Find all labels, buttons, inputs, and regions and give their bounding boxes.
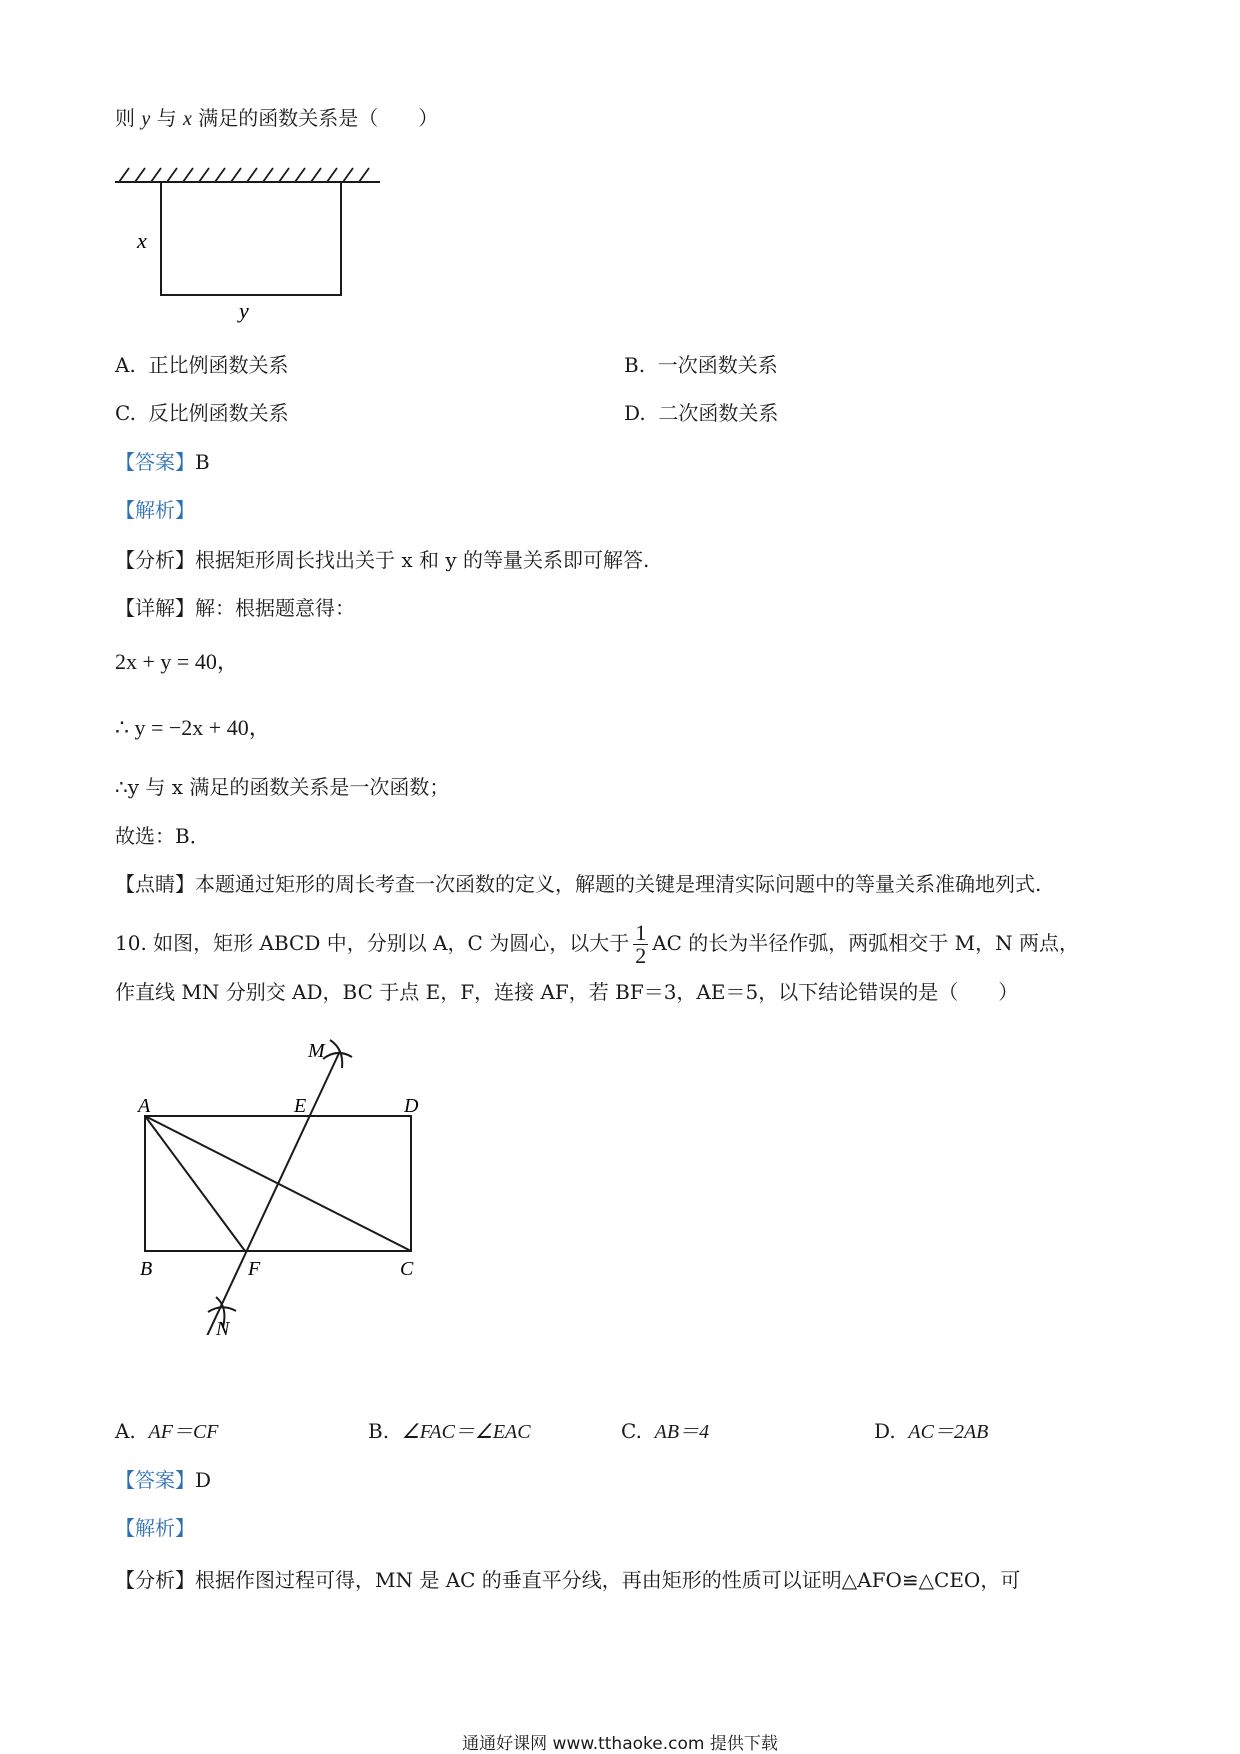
q9-fig-label-y: y: [239, 298, 249, 323]
q9-fig-label-x: x: [137, 228, 147, 253]
q9-equation-1: 2x + y = 40，: [115, 649, 239, 674]
q9-figure: [115, 160, 390, 330]
q9-xiangjie: 【详解】解：根据题意得：: [115, 596, 355, 620]
q9-dianjing: 【点睛】本题通过矩形的周长考查一次函数的定义，解题的关键是理清实际问题中的等量关系准确地列式.: [115, 872, 1042, 896]
q10-stem-line2: 作直线 MN 分别交 AD，BC 于点 E，F，连接 AF，若 BF＝3，AE＝5，以下结论错误的是（ ）: [115, 980, 1019, 1004]
label-d: D: [404, 1095, 419, 1117]
q9-option-b: B. 一次函数关系: [624, 353, 778, 377]
q9-choice: 故选：B．: [115, 824, 210, 848]
q9-answer: 【答案】B: [115, 450, 210, 474]
label-f: F: [248, 1258, 261, 1280]
q9-stem: 则 y 与 x 满足的函数关系是（ ）: [115, 106, 439, 130]
one-half-fraction: $\frac{1}{2}$: [635, 920, 647, 968]
label-e: E: [294, 1095, 307, 1117]
q10-option-b: B. ∠FAC＝∠EAC: [368, 1419, 531, 1443]
q9-option-d: D. 二次函数关系: [624, 401, 779, 425]
q9-option-c: C. 反比例函数关系: [115, 401, 289, 425]
q9-option-a: A. 正比例函数关系: [115, 353, 289, 377]
label-n: N: [216, 1318, 230, 1335]
label-m: M: [308, 1040, 325, 1062]
label-b: B: [140, 1258, 153, 1280]
q10-option-c: C. AB＝4: [621, 1419, 710, 1443]
q10-stem-line1: 10. 如图，矩形 ABCD 中，分别以 A，C 为圆心，以大于 $\frac{1}{2}$ AC 的长为半径作弧，两弧相交于 M，N 两点，: [115, 920, 1079, 968]
line-mn: [207, 1051, 340, 1335]
q10-analysis-tag: 【解析】: [115, 1516, 195, 1540]
q9-analysis-tag: 【解析】: [115, 498, 195, 522]
label-a: A: [138, 1095, 151, 1117]
q10-option-a: A. AF＝CF: [115, 1419, 219, 1443]
page-footer: 通通好课网 www.tthaoke.com 提供下载: [462, 1734, 778, 1754]
q9-fenxi: 【分析】根据矩形周长找出关于 x 和 y 的等量关系即可解答.: [115, 548, 650, 572]
q9-equation-2: ∴ y = −2x + 40，: [115, 715, 271, 740]
q10-figure: [130, 1035, 430, 1335]
q10-answer: 【答案】D: [115, 1468, 212, 1492]
q9-conclusion: ∴y 与 x 满足的函数关系是一次函数；: [115, 775, 450, 799]
label-c: C: [400, 1258, 414, 1280]
q10-fenxi: 【分析】根据作图过程可得，MN 是 AC 的垂直平分线，再由矩形的性质可以证明△AFO≌△CEO，可: [115, 1568, 1021, 1592]
segment-af: [145, 1116, 245, 1251]
q10-option-d: D. AC＝2AB: [874, 1419, 989, 1443]
